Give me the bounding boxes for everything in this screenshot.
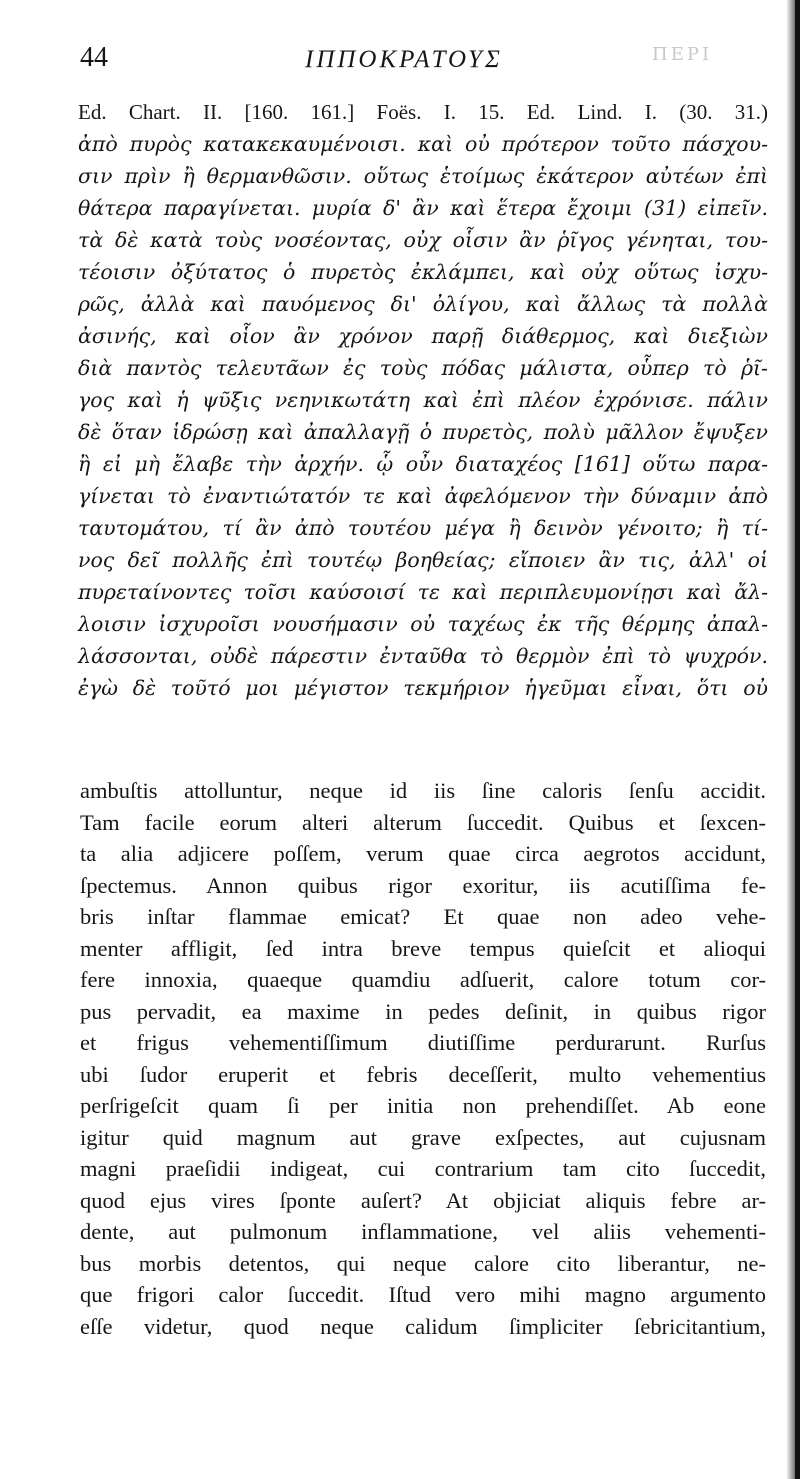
greek-line: σιν πρὶν ἢ θερμανθῶσιν. οὕτως ἑτοίμως ἑκάτερον αὐτέων ἐπὶ [78,164,768,188]
page-number: 44 [80,42,108,73]
latin-line: Tam facile eorum alteri alterum ſuccedit. Quibus et ſexcen- [80,809,766,835]
latin-line: bris inſtar flammae emicat? Et quae non adeo vehe- [80,904,766,929]
greek-line: ταυτομάτου, τί ἂν ἀπὸ τουτέου μέγα ἢ δεινὸν γένοιτο; ἢ τί- [78,516,768,540]
edition-reference-line: Ed. Chart. II. [160. 161.] Foës. I. 15. Ed. Lind. I. (30. 31.) [78,100,768,124]
greek-line: ἐγὼ δὲ τοῦτό μοι μέγιστον τεκμήριον ἡγεῦμαι εἶναι, ὅτι οὐ [78,676,768,700]
latin-line: eſſe videtur, quod neque calidum ſimpliciter ſebricitantium, [80,1313,766,1339]
greek-line: ἀσινής, καὶ οἷον ἂν χρόνον παρῇ διάθερμος, καὶ διεξιὼν [78,324,768,348]
greek-line: λοισιν ἰσχυροῖσι νουσήμασιν οὐ ταχέως ἐκ τῆς θέρμης ἀπαλ- [78,612,768,636]
latin-line: igitur quid magnum aut grave exſpectes, aut cujusnam [80,1124,766,1150]
greek-line: λάσσονται, οὐδὲ πάρεστιν ἐνταῦθα τὸ θερμὸν ἐπὶ τὸ ψυχρόν. [78,644,768,668]
bleed-through-text: ΠΕΡΙ [652,44,713,65]
latin-line: menter affligit, ſed intra breve tempus quieſcit et alioqui [80,935,766,961]
latin-line: ſpectemus. Annon quibus rigor exoritur, iis acutiſſima fe- [80,872,766,898]
greek-text-block [78,96,768,704]
greek-line: ἀπὸ πυρὸς κατακεκαυμένοισι. καὶ οὐ πρότερον τοῦτο πάσχου- [78,132,768,156]
greek-line: τέοισιν ὀξύτατος ὁ πυρετὸς ἐκλάμπει, καὶ οὐχ οὕτως ἰσχυ- [78,260,768,284]
greek-line: γίνεται τὸ ἐναντιώτατόν τε καὶ ἀφελόμενον τὴν δύναμιν ἀπὸ [78,484,768,508]
greek-line: διὰ παντὸς τελευτᾶων ἐς τοὺς πόδας μάλιστα, οὗπερ τὸ ῥῖ- [78,356,768,380]
latin-line: magni praeſidii indigeat, cui contrarium tam cito ſuccedit, [80,1156,766,1181]
running-title: ΙΠΠΟΚΡΑΤΟΥΣ [305,46,503,73]
latin-line: quod ejus vires ſponte auſert? At objiciat aliquis febre ar- [80,1187,766,1213]
greek-line: γος καὶ ἡ ψῦξις νεηνικωτάτη καὶ ἐπὶ πλέον ἐχρόνισε. πάλιν [78,388,768,412]
page-edge-dark [795,0,800,1479]
latin-line: bus morbis detentos, qui neque calore cito liberantur, ne- [80,1250,766,1276]
greek-line: ἢ εἰ μὴ ἔλαβε τὴν ἀρχήν. ᾧ οὖν διαταχέος [161] οὕτω παρα- [78,452,768,476]
latin-line: ubi ſudor eruperit et febris deceſſerit, multo vehementius [80,1061,766,1087]
latin-line: et frigus vehementiſſimum diutiſſime perdurarunt. Rurſus [80,1030,766,1055]
greek-line: τὰ δὲ κατὰ τοὺς νοσέοντας, οὐχ οἷσιν ἂν ῥῖγος γένηται, του- [78,228,768,252]
latin-line: fere innoxia, quaeque quamdiu adſuerit, calore totum cor- [80,967,766,992]
latin-text-block [80,775,766,1342]
greek-line: πυρεταίνοντες τοῖσι καύσοισί τε καὶ περιπλευμονίῃσι καὶ ἄλ- [78,580,768,604]
latin-line: dente, aut pulmonum inflammatione, vel aliis vehementi- [80,1219,766,1244]
greek-line: δὲ ὅταν ἱδρώσῃ καὶ ἀπαλλαγῇ ὁ πυρετὸς, πολὺ μᾶλλον ἔψυξεν [78,420,768,444]
latin-line: ambuſtis attolluntur, neque id iis ſine caloris ſenſu accidit. [80,778,766,803]
latin-line: que frigori calor ſuccedit. Iſtud vero mihi magno argumento [80,1282,766,1307]
greek-line: νος δεῖ πολλῆς ἐπὶ τουτέῳ βοηθείας; εἴποιεν ἂν τις, ἀλλ' οἱ [78,548,768,572]
latin-line: ta alia adjicere poſſem, verum quae circa aegrotos accidunt, [80,841,766,866]
greek-line: θάτερα παραγίνεται. μυρία δ' ἂν καὶ ἕτερα ἔχοιμι (31) εἰπεῖν. [78,196,768,220]
page-header [80,42,740,82]
latin-line: perſrigeſcit quam ſi per initia non prehendiſſet. Ab eone [80,1093,766,1118]
latin-line: pus pervadit, ea maxime in pedes deſinit, in quibus rigor [80,998,766,1024]
greek-line: ρῶς, ἀλλὰ καὶ παυόμενος δι' ὀλίγου, καὶ ἄλλως τὰ πολλὰ [78,292,768,316]
